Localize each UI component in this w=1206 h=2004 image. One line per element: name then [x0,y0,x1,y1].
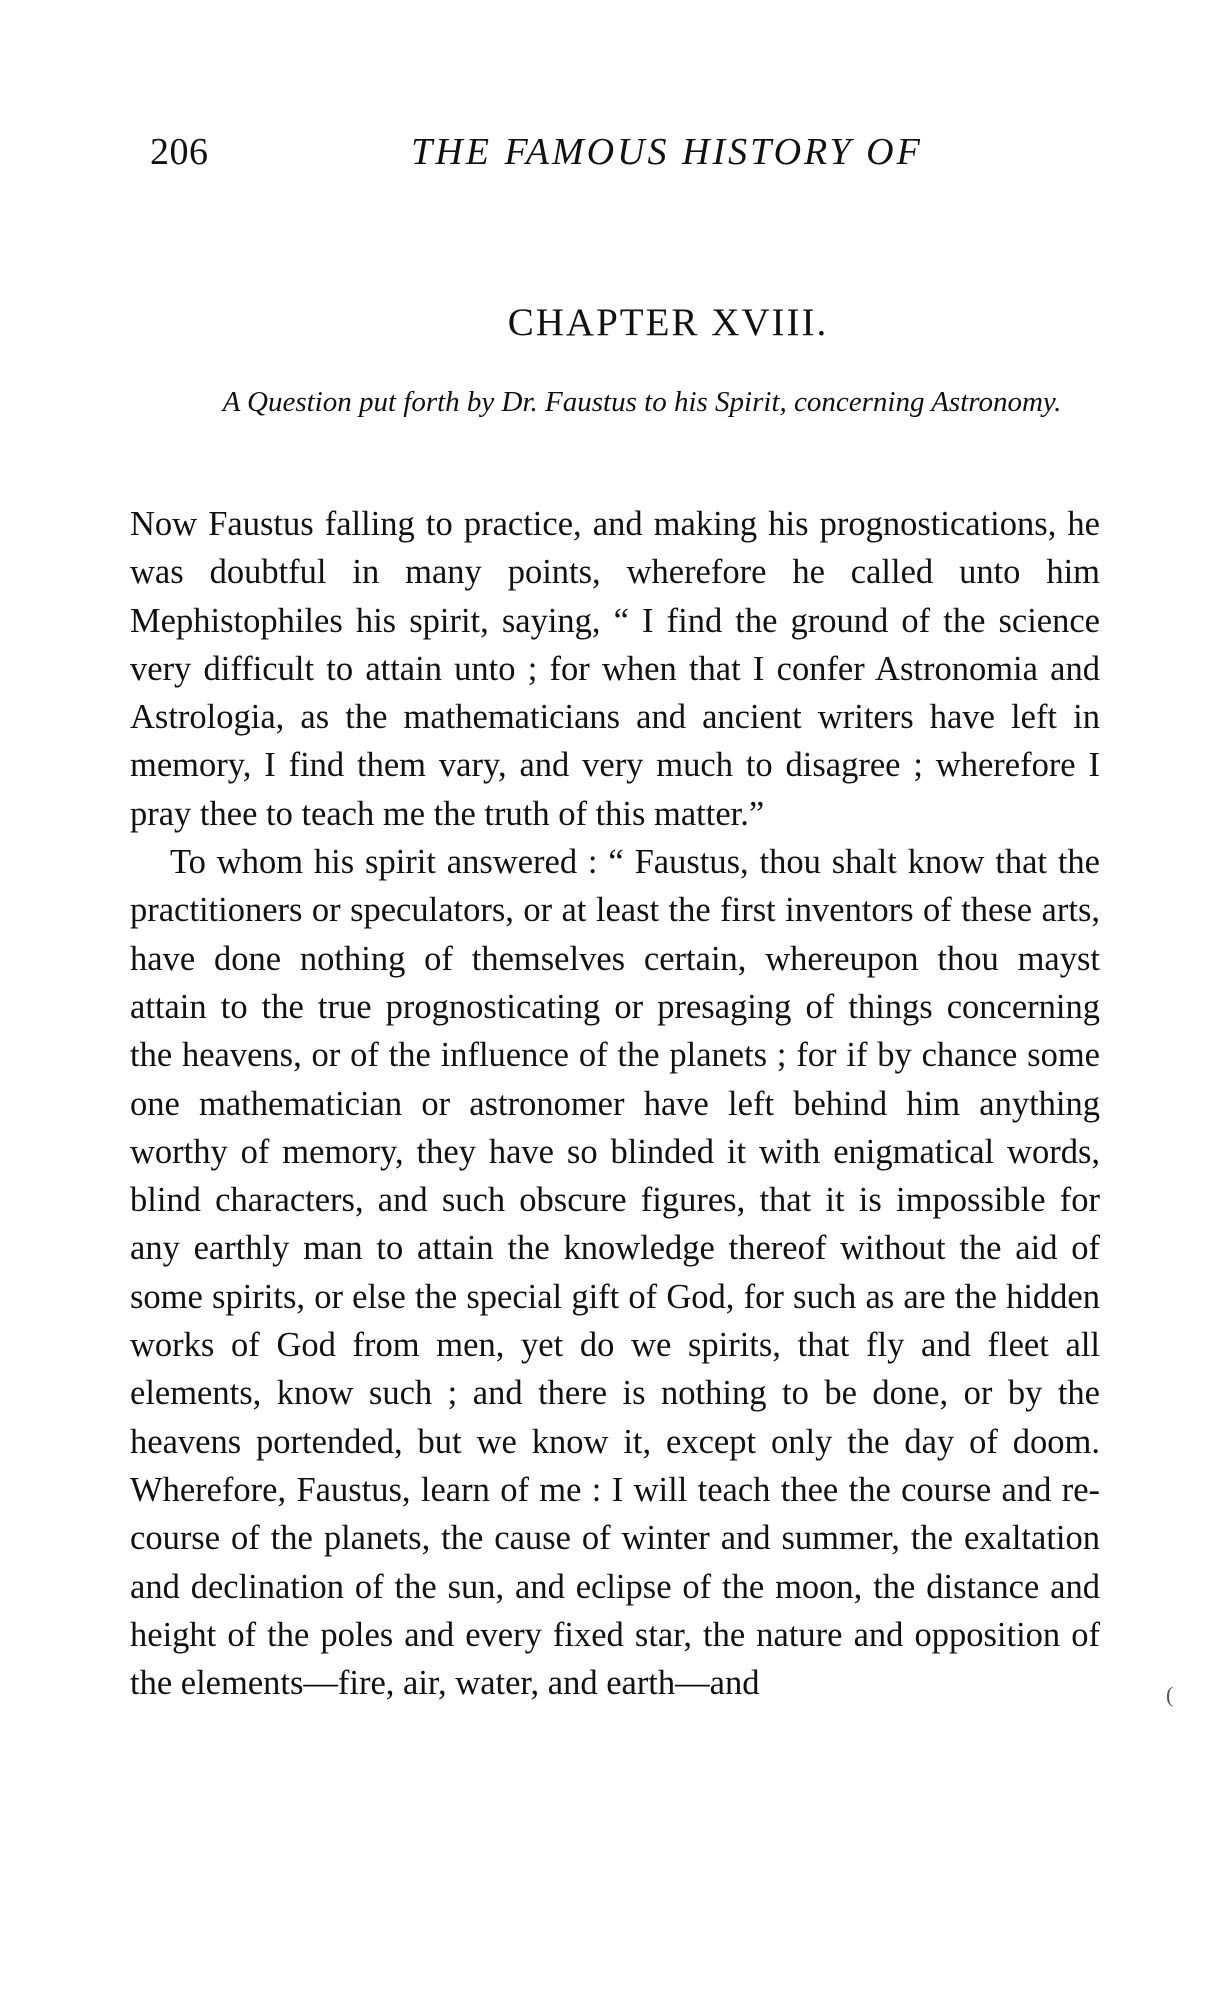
page-number: 206 [150,131,209,173]
running-title: THE FAMOUS HISTORY OF [411,131,923,173]
margin-mark: ( [1166,1682,1174,1707]
paragraph-2: To whom his spirit answered : “ Faustus, thou shalt know that the practitioners or speculators, or at least the first inventors of these arts, have done nothing of themselves certain, whereupon thou mayst attain to the true prognosticating or presaging of things concerning the heavens, or of the influence of the planets ; for if by chance some one mathematician or astronomer have left behind him anything worthy of memory, they have so blinded it with enigmatical words, blind characters, and such obscure figures, that it is impossible for any earthly man to attain the knowledge thereof without the aid of some spirits, or else the special gift of God, for such as are the hidden works of God from men, yet do we spirits, that fly and fleet all elements, know such ; and there is nothing to be done, or by the heavens portended, but we know it, except only the day of doom. Wherefore, Faustus, learn of me : I will teach thee the course and re-course of the planets, the cause of winter and summer, the exaltation and declination of the sun, and eclipse of the moon, the distance and height of the poles and every fixed star, the nature and opposition of the elements—fire, air, water, and earth—and [130,843,1100,1703]
body-text [130,500,1100,1707]
paragraph-1: Now Faustus falling to practice, and making his prognostications, he was doubtful in many points, wherefore he called unto him Mephistophiles his spirit, saying, “ I find the ground of the science very difficult to attain unto ; for when that I confer Astronomia and Astrologia, as the mathematicians and ancient writers have left in memory, I find them vary, and very much to disagree ; wherefore I pray thee to teach me the truth of this matter.” [130,505,1100,833]
chapter-subtitle: A Question put forth by Dr. Faustus to his Spirit, concerning Astronomy. [222,386,1062,418]
chapter-title: CHAPTER XVIII. [507,301,829,344]
running-head [150,130,1094,180]
